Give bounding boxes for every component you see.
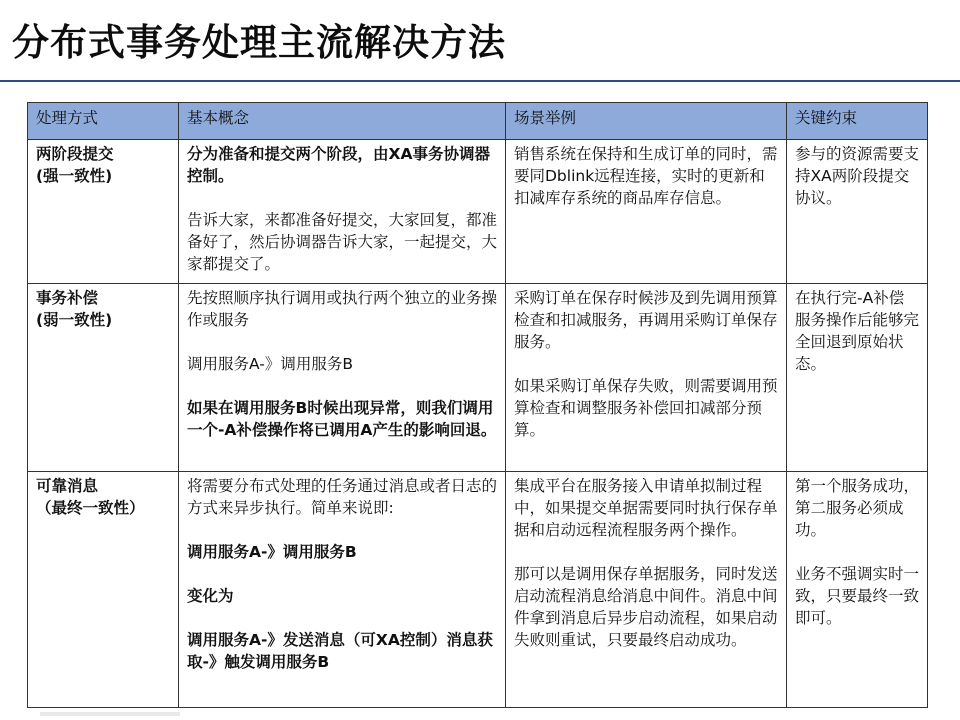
constraint-cell — [787, 140, 928, 284]
constraint-text: 在执行完-A补偿服务操作后能够完全回退到原始状态。 — [795, 289, 920, 373]
concept-text: 将需要分布式处理的任务通过消息或者日志的方式来异步执行。简单来说即: — [187, 477, 498, 517]
scenario-cell — [506, 284, 787, 472]
concept-cell — [179, 284, 506, 472]
scenario-text: 那可以是调用保存单据服务，同时发送启动流程消息给消息中间件。消息中间件拿到消息后异步启动流程，如果启动失败则重试，只要最终启动成功。 — [514, 565, 778, 649]
method-consistency: (强一致性) — [36, 167, 113, 185]
scenario-text: 采购订单在保存时候涉及到先调用预算检查和扣减服务，再调用采购订单保存服务。 — [514, 289, 778, 351]
method-name: 事务补偿 — [36, 289, 99, 307]
header-method: 处理方式 — [28, 103, 179, 140]
concept-text: 先按照顺序执行调用或执行两个独立的业务操作或服务 — [187, 289, 498, 329]
concept-text: 分为准备和提交两个阶段，由XA事务协调器控制。 — [187, 145, 490, 185]
constraint-cell — [787, 472, 928, 708]
scenario-text: 集成平台在服务接入申请单拟制过程中，如果提交单据需要同时执行保存单据和启动远程流程服务两个操作。 — [514, 477, 778, 539]
page-title: 分布式事务处理主流解决方法 — [12, 21, 506, 64]
footer-mark — [40, 712, 180, 716]
title-divider — [0, 80, 960, 82]
scenario-cell — [506, 140, 787, 284]
concept-text: 调用服务A-》调用服务B — [187, 355, 353, 373]
method-name: 可靠消息 — [36, 477, 99, 495]
concept-cell — [179, 472, 506, 708]
header-concept: 基本概念 — [179, 103, 506, 140]
method-name: 两阶段提交 — [36, 145, 114, 163]
scenario-cell — [506, 472, 787, 708]
table-header-row — [28, 103, 928, 140]
concept-text: 如果在调用服务B时候出现异常，则我们调用一个-A补偿操作将已调用A产生的影响回退。 — [187, 399, 497, 439]
solutions-table — [27, 102, 928, 708]
method-cell — [28, 472, 179, 708]
header-constraint: 关键约束 — [787, 103, 928, 140]
concept-cell — [179, 140, 506, 284]
method-cell — [28, 284, 179, 472]
method-consistency: （最终一致性） — [36, 499, 145, 517]
table-row — [28, 140, 928, 284]
concept-text: 调用服务A-》调用服务B — [187, 543, 357, 561]
constraint-text: 第一个服务成功，第二服务必须成功。 — [795, 477, 920, 539]
method-consistency: (弱一致性) — [36, 311, 113, 329]
concept-text: 变化为 — [187, 587, 234, 605]
constraint-text: 业务不强调实时一致，只要最终一致即可。 — [795, 565, 920, 627]
scenario-text: 如果采购订单保存失败，则需要调用预算检查和调整服务补偿回扣减部分预算。 — [514, 377, 778, 439]
header-scenario: 场景举例 — [506, 103, 787, 140]
concept-text: 调用服务A-》发送消息（可XA控制）消息获取-》触发调用服务B — [187, 631, 493, 671]
method-cell — [28, 140, 179, 284]
scenario-text: 销售系统在保持和生成订单的同时，需要同Dblink远程连接，实时的更新和扣减库存系统的商品库存信息。 — [514, 145, 778, 207]
table-row — [28, 284, 928, 472]
constraint-text: 参与的资源需要支持XA两阶段提交协议。 — [795, 145, 920, 207]
concept-text: 告诉大家，来都准备好提交，大家回复，都准备好了，然后协调器告诉大家，一起提交，大家都提交了。 — [187, 211, 498, 273]
constraint-cell — [787, 284, 928, 472]
table-row — [28, 472, 928, 708]
